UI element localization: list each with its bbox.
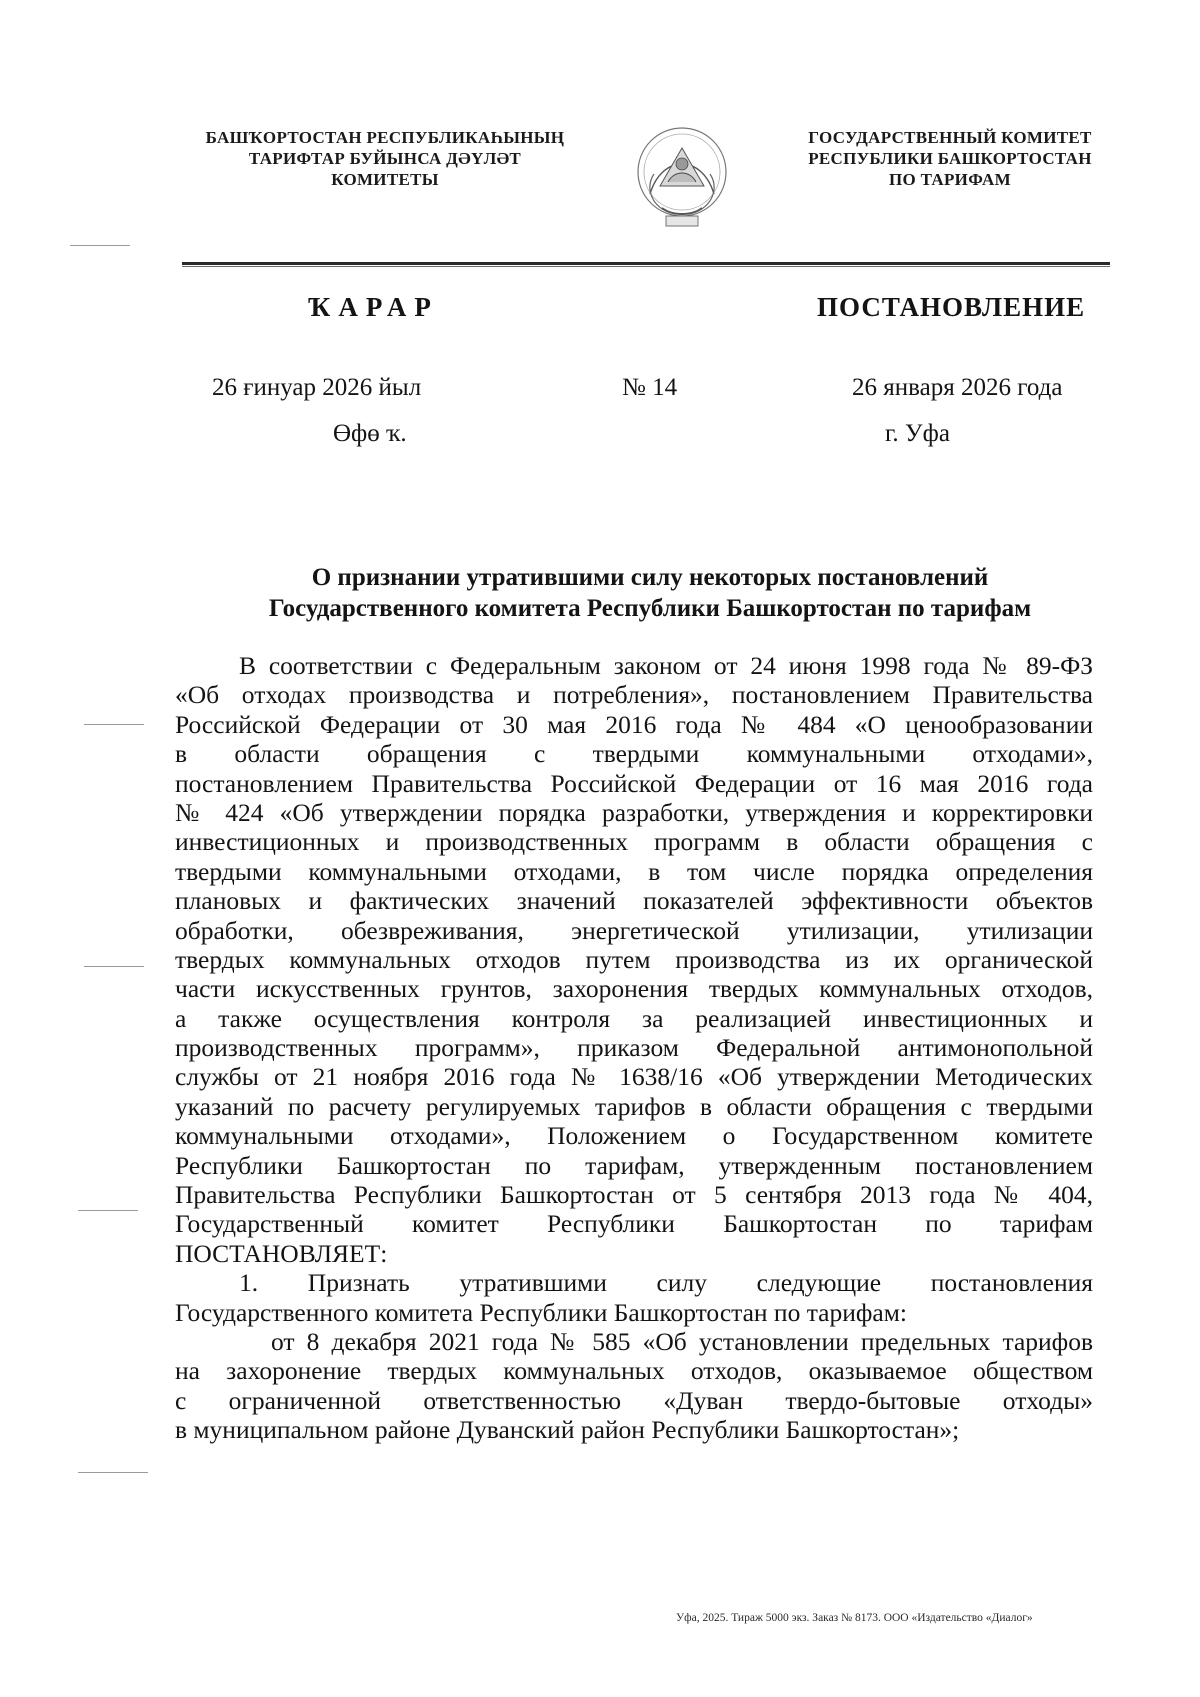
body-line: 1. Признать утратившими силу следующие постановления <box>239 1268 1093 1298</box>
body-line: Российской Федерации от 30 мая 2016 года № 484 «О ценообразовании <box>175 709 1093 739</box>
body-line: Правительства Республики Башкортостан от 5 сентября 2013 года № 404, <box>175 1180 1093 1210</box>
header-left-line-3: КОМИТЕТЫ <box>331 170 439 189</box>
body-line: ПОСТАНОВЛЯЕТ: <box>175 1238 388 1268</box>
republic-emblem-icon <box>632 124 732 234</box>
scan-speck <box>78 1210 138 1211</box>
title-karar: ҠАРАР <box>308 292 439 322</box>
body-line: в муниципальном районе Дуванский район Республики Башкортостан»; <box>175 1415 960 1445</box>
body-line: производственных программ», приказом Федеральной антимонопольной <box>175 1033 1093 1063</box>
scan-speck <box>78 1472 148 1473</box>
body-line: Государственного комитета Республики Башкортостан по тарифам: <box>175 1297 907 1327</box>
body-line: коммунальными отходами», Положением о Государственном комитете <box>175 1121 1093 1151</box>
header-right-block <box>790 127 1110 190</box>
header-left-block <box>170 127 600 190</box>
body-line: В соответствии с Федеральным законом от 24 июня 1998 года № 89-ФЗ <box>239 651 1093 680</box>
scan-speck <box>84 724 144 725</box>
body-line: с ограниченной ответственностью «Дуван твердо-бытовые отходы» <box>175 1385 1093 1415</box>
body-line: Республики Башкортостан по тарифам, утвержденным постановлением <box>175 1150 1093 1180</box>
body-line: на захоронение твердых коммунальных отходов, оказываемое обществом <box>175 1356 1093 1386</box>
body-line: обработки, обезвреживания, энергетической утилизации, утилизации <box>175 915 1093 945</box>
body-line: плановых и фактических значений показателей эффективности объектов <box>175 886 1093 916</box>
body-line: части искусственных грунтов, захоронения твердых коммунальных отходов, <box>175 974 1093 1004</box>
document-title <box>200 562 1100 624</box>
header-right-line-1: ГОСУДАРСТВЕННЫЙ КОМИТЕТ <box>808 128 1092 147</box>
document-title-line-1: О признании утратившими силу некоторых постановлений <box>311 564 989 591</box>
date-bashkir: 26 ғинуар 2026 йыл <box>212 374 422 401</box>
place-russian: г. Уфа <box>885 420 950 447</box>
body-line: Государственный комитет Республики Башкортостан по тарифам <box>175 1209 1093 1239</box>
body-line: твердых коммунальных отходов путем производства из их органической <box>175 944 1093 974</box>
body-line: № 424 «Об утверждении порядка разработки, утверждения и корректировки <box>175 797 1093 827</box>
header-left-line-2: ТАРИФТАР БУЙЫНСА ДӘҮЛӘТ <box>248 149 522 168</box>
body-line: а также осуществления контроля за реализацией инвестиционных и <box>175 1003 1093 1033</box>
document-title-line-2: Государственного комитета Республики Башкортостан по тарифам <box>268 595 1032 622</box>
body-line: твердыми коммунальными отходами, в том числе порядка определения <box>175 856 1093 886</box>
body-line: указаний по расчету регулируемых тарифов в области обращения с твердыми <box>175 1091 1093 1121</box>
header-divider-thick <box>182 262 1110 265</box>
body-line: «Об отходах производства и потребления», постановлением Правительства <box>175 680 1093 710</box>
publisher-footer: Уфа, 2025. Тираж 5000 экз. Заказ № 8173. ООО «Издательство «Диалог» <box>676 1612 1033 1624</box>
body-line: инвестиционных и производственных программ в области обращения с <box>175 827 1093 857</box>
body-line: в области обращения с твердыми коммунальными отходами», <box>175 739 1093 769</box>
header-left-line-1: БАШҠОРТОСТАН РЕСПУБЛИКАҺЫНЫҢ <box>205 128 565 147</box>
body-line: от 8 декабря 2021 года № 585 «Об установлении предельных тарифов <box>271 1326 1093 1356</box>
date-russian: 26 января 2026 года <box>852 374 1063 401</box>
place-bashkir: Өфө ҡ. <box>333 420 407 447</box>
scan-speck <box>70 245 130 246</box>
header-right-line-2: РЕСПУБЛИКИ БАШКОРТОСТАН <box>808 149 1092 168</box>
header-right-line-3: ПО ТАРИФАМ <box>889 170 1011 189</box>
header-divider-thin <box>182 266 1110 267</box>
body-line: постановлением Правительства Российской Федерации от 16 мая 2016 года <box>175 768 1093 798</box>
document-body <box>175 651 1093 1445</box>
document-number: № 14 <box>622 374 678 401</box>
title-postanovlenie: ПОСТАНОВЛЕНИЕ <box>817 292 1086 322</box>
scan-speck <box>84 966 144 967</box>
body-line: службы от 21 ноября 2016 года № 1638/16 «Об утверждении Методических <box>175 1062 1093 1092</box>
